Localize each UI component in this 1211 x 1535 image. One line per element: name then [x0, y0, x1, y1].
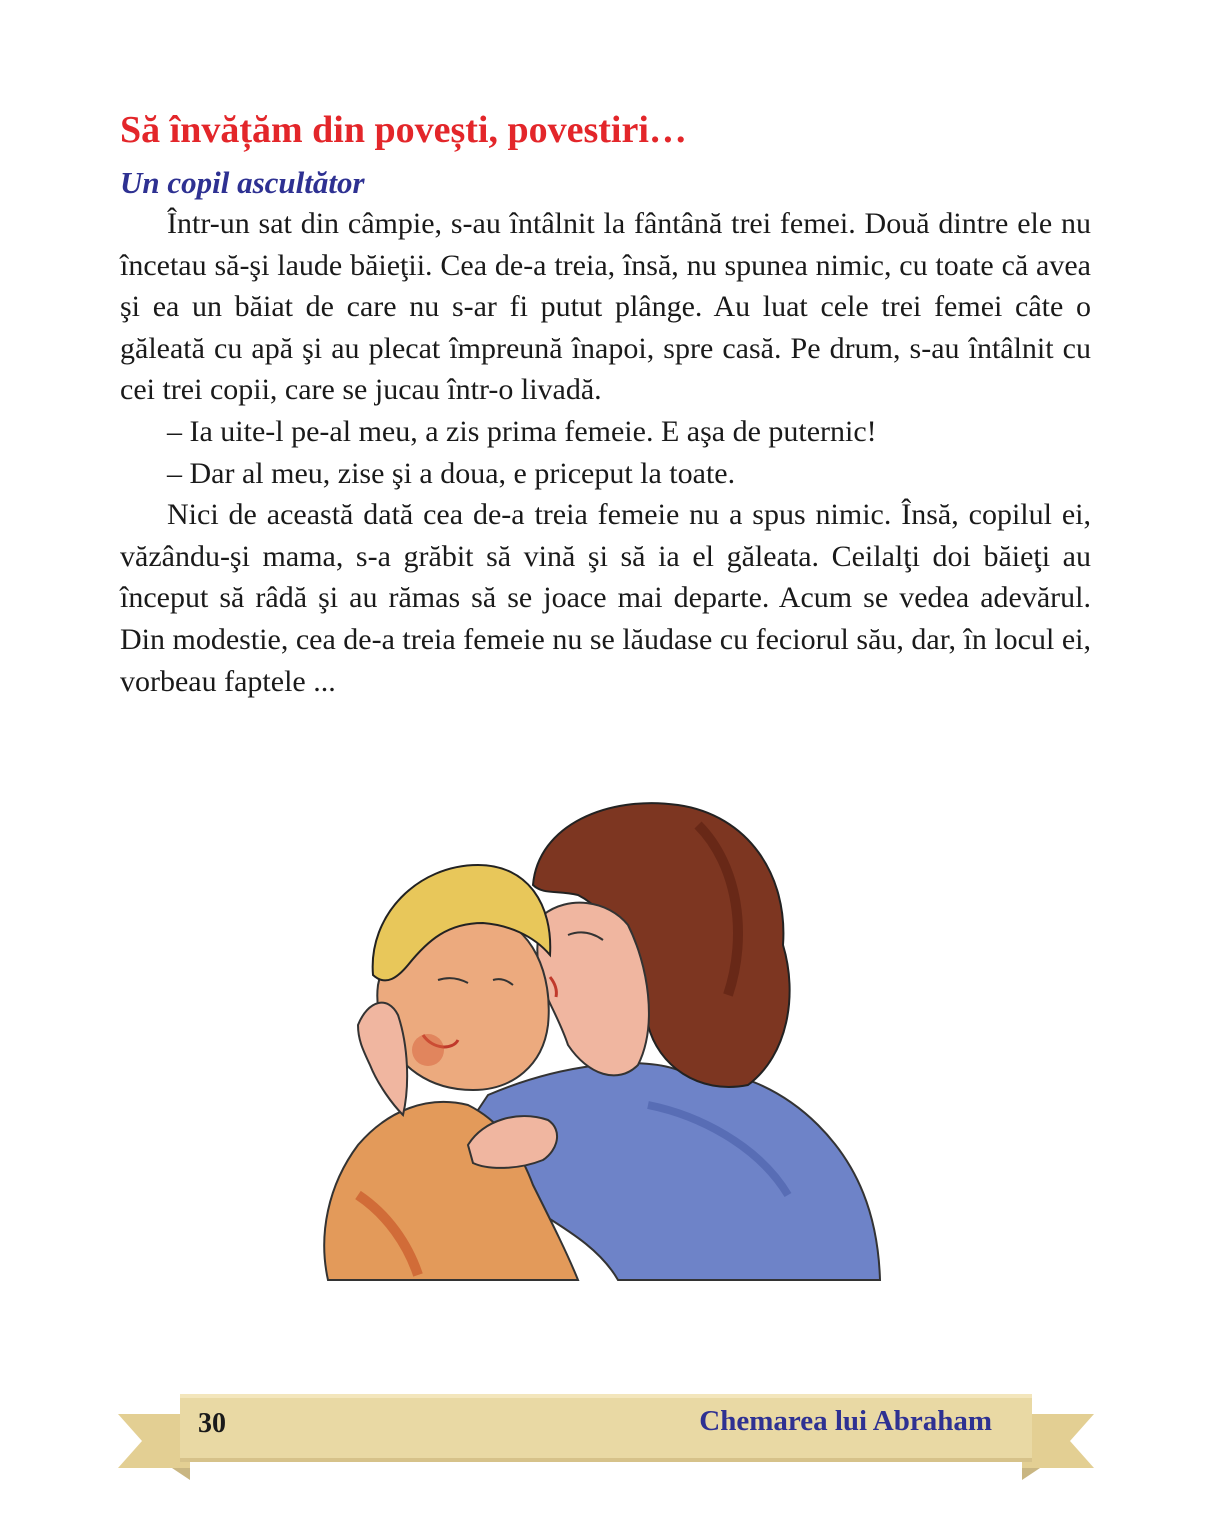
ribbon-right-tail	[1022, 1414, 1094, 1468]
page-footer-ribbon	[118, 1388, 1094, 1484]
story-dialogue-line: – Ia uite-l pe-al meu, a zis prima femeie. E aşa de puternic!	[167, 414, 877, 448]
lesson-heading: Să învățăm din povești, povestiri…	[120, 109, 687, 151]
story-paragraph: Într-un sat din câmpie, s-au întâlnit la fântână trei femei. Două dintre ele nu încetau să-şi laude băieţii. Cea de-a treia, însă, nu spunea nimic, cu toate că avea şi ea un băiat de care nu s-ar fi putut plânge. Au luat cele trei femei câte o găleată cu apă şi au plecat împreună înapoi, spre casă. Pe drum, s-au întâlnit cu cei trei copii, care se jucau într-o livadă.	[120, 207, 1091, 407]
page-number: 30	[198, 1408, 226, 1439]
mother-hand-left	[358, 1003, 407, 1115]
story-text	[120, 203, 1091, 702]
story-title: Un copil ascultător	[120, 165, 365, 200]
mother-kissing-child-illustration	[318, 765, 882, 1285]
story-paragraph: Nici de această dată cea de-a treia femeie nu a spus nimic. Însă, copilul ei, văzându-şi mama, s-a grăbit să vină şi să ia el găleata. Ceilalţi doi băieţi au început să râdă şi au rămas să se joace mai departe. Acum se vedea adevărul. Din modestie, cea de-a treia femeie nu se lăudase cu feciorul său, dar, în locul ei, vorbeau faptele ...	[120, 498, 1091, 698]
story-dialogue-line: – Dar al meu, zise şi a doua, e priceput la toate.	[167, 456, 736, 490]
book-title: Chemarea lui Abraham	[699, 1405, 992, 1437]
ribbon-left-tail	[118, 1414, 190, 1468]
